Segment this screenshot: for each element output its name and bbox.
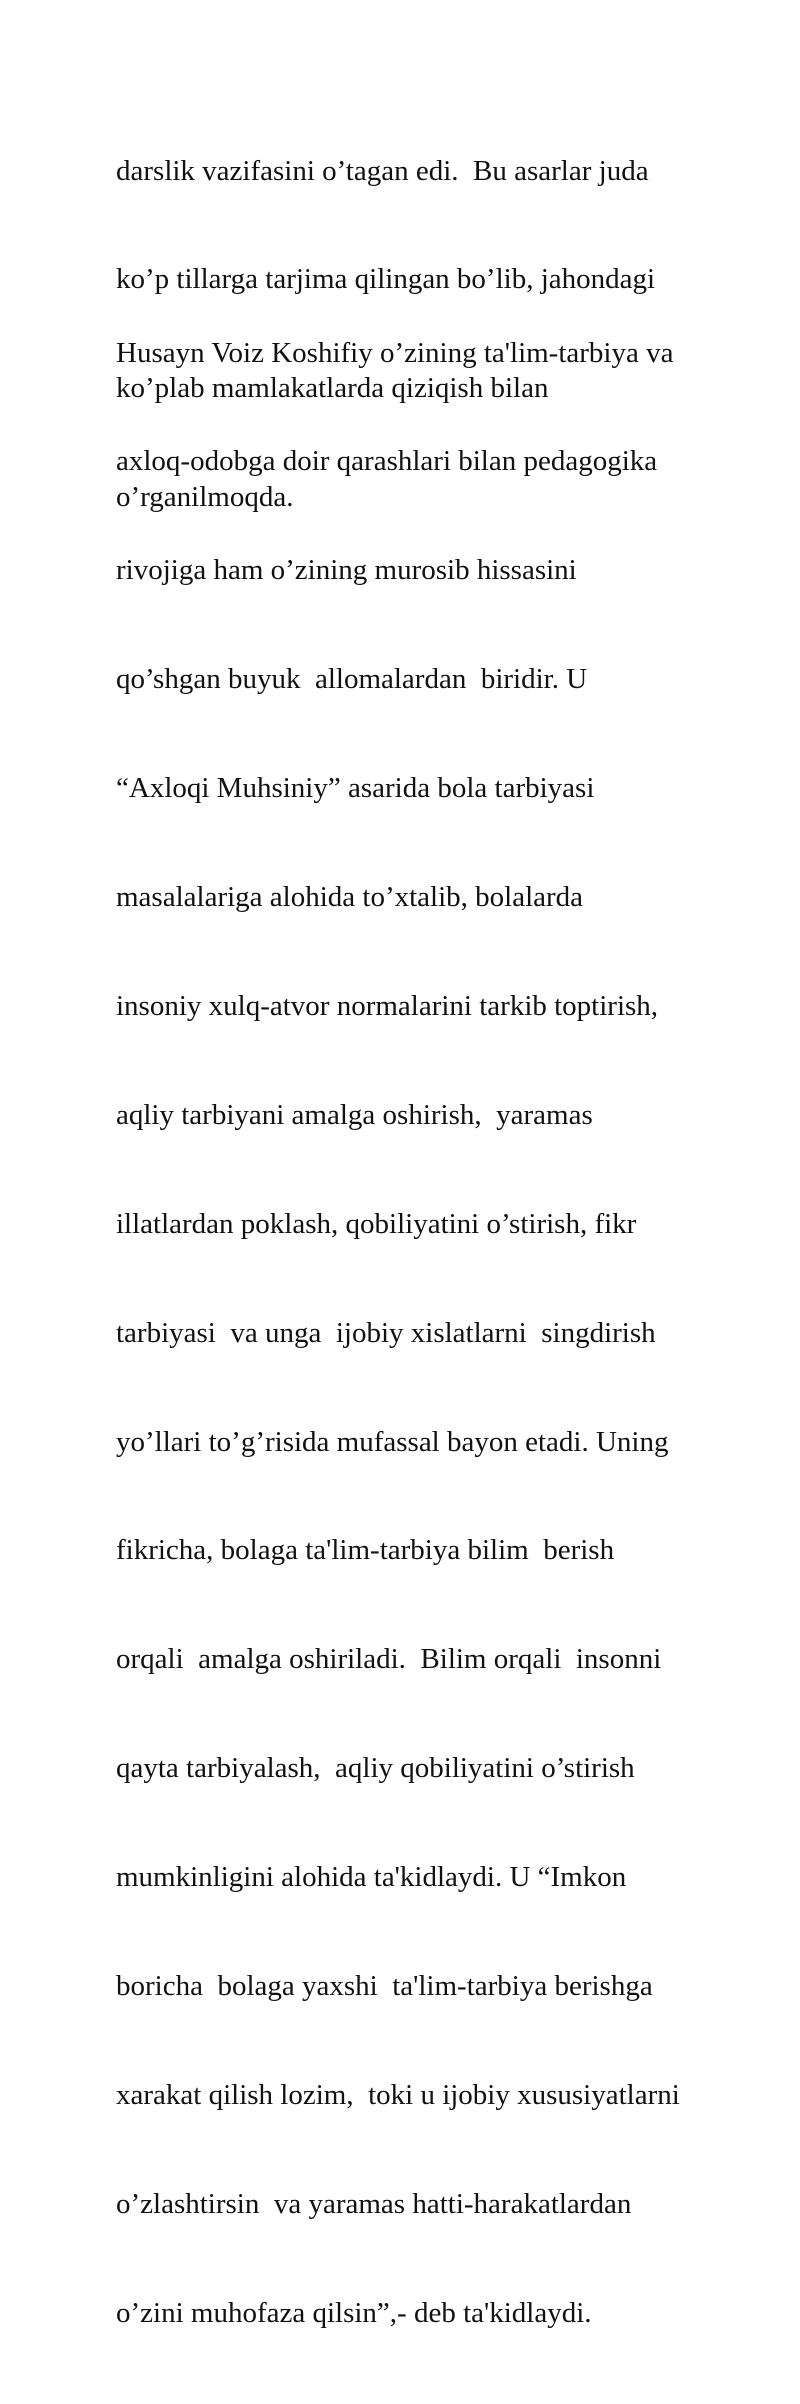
text-line: ko’plab mamlakatlarda qiziqish bilan	[116, 372, 549, 405]
text-line: darslik vazifasini o’tagan edi. Bu asarlar juda	[116, 154, 649, 187]
text-line: boricha bolaga yaxshi ta'lim-tarbiya berishga	[116, 1969, 653, 2002]
text-line: yo’llari to’g’risida mufassal bayon etadi. Uning	[116, 1425, 669, 1458]
text-line: aqliy tarbiyani amalga oshirish, yaramas	[116, 1098, 593, 1131]
text-line: tarbiyasi va unga ijobiy xislatlarni singdirish	[116, 1316, 656, 1349]
text-line: orqali amalga oshiriladi. Bilim orqali insonni	[116, 1643, 662, 1676]
text-line: qayta tarbiyalash, aqliy qobiliyatini o’stirish	[116, 1752, 635, 1785]
text-line: o’zlashtirsin va yaramas hatti-harakatlardan	[116, 2187, 632, 2220]
text-line: masalalariga alohida to’xtalib, bolalarda	[116, 881, 584, 914]
text-line: o’rganilmoqda.	[116, 481, 294, 514]
text-line: fikricha, bolaga ta'lim-tarbiya bilim berish	[116, 1534, 615, 1567]
text-line: xarakat qilish lozim, toki u ijobiy xususiyatlarni	[116, 2078, 680, 2111]
text-line: ko’p tillarga tarjima qilingan bo’lib, jahondagi	[116, 263, 656, 296]
text-line: Husayn Voiz Koshifiy o’zining ta'lim-tarbiya va	[116, 336, 674, 369]
text-line: mumkinligini alohida ta'kidlaydi. U “Imkon	[116, 1861, 627, 1894]
text-line: qo’shgan buyuk allomalardan biridir. U	[116, 663, 588, 696]
text-line: axloq-odobga doir qarashlari bilan pedagogika	[116, 445, 658, 478]
text-line: o’zini muhofaza qilsin”,- deb ta'kidlaydi.	[116, 2296, 592, 2329]
text-line: illatlardan poklash, qobiliyatini o’stirish, fikr	[116, 1207, 637, 1240]
text-line: “Axloqi Muhsiniy” asarida bola tarbiyasi	[116, 772, 595, 805]
paragraph-2	[116, 262, 786, 2404]
text-line: rivojiga ham o’zining murosib hissasini	[116, 554, 577, 587]
text-line: insoniy xulq-atvor normalarini tarkib toptirish,	[116, 989, 659, 1022]
